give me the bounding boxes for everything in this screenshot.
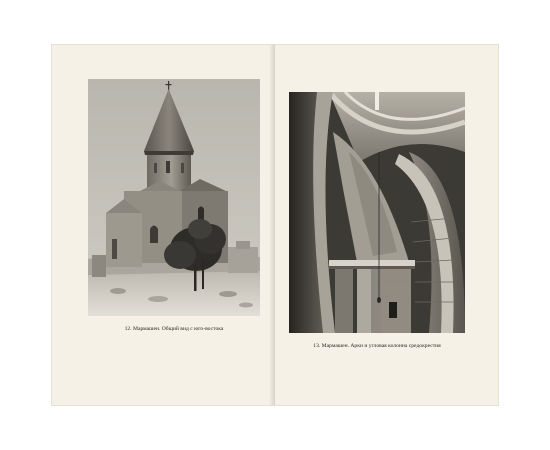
left-page bbox=[52, 45, 275, 405]
church-interior-photo bbox=[289, 92, 465, 333]
photo-caption-13: 13. Мармашен. Арки и угловая колонна средокрестия bbox=[313, 343, 441, 349]
right-page bbox=[275, 45, 498, 405]
photo-caption-12: 12. Мармашен. Общий вид с юго-востока bbox=[124, 326, 224, 332]
book-spread bbox=[52, 45, 498, 405]
church-exterior-photo bbox=[88, 79, 260, 316]
